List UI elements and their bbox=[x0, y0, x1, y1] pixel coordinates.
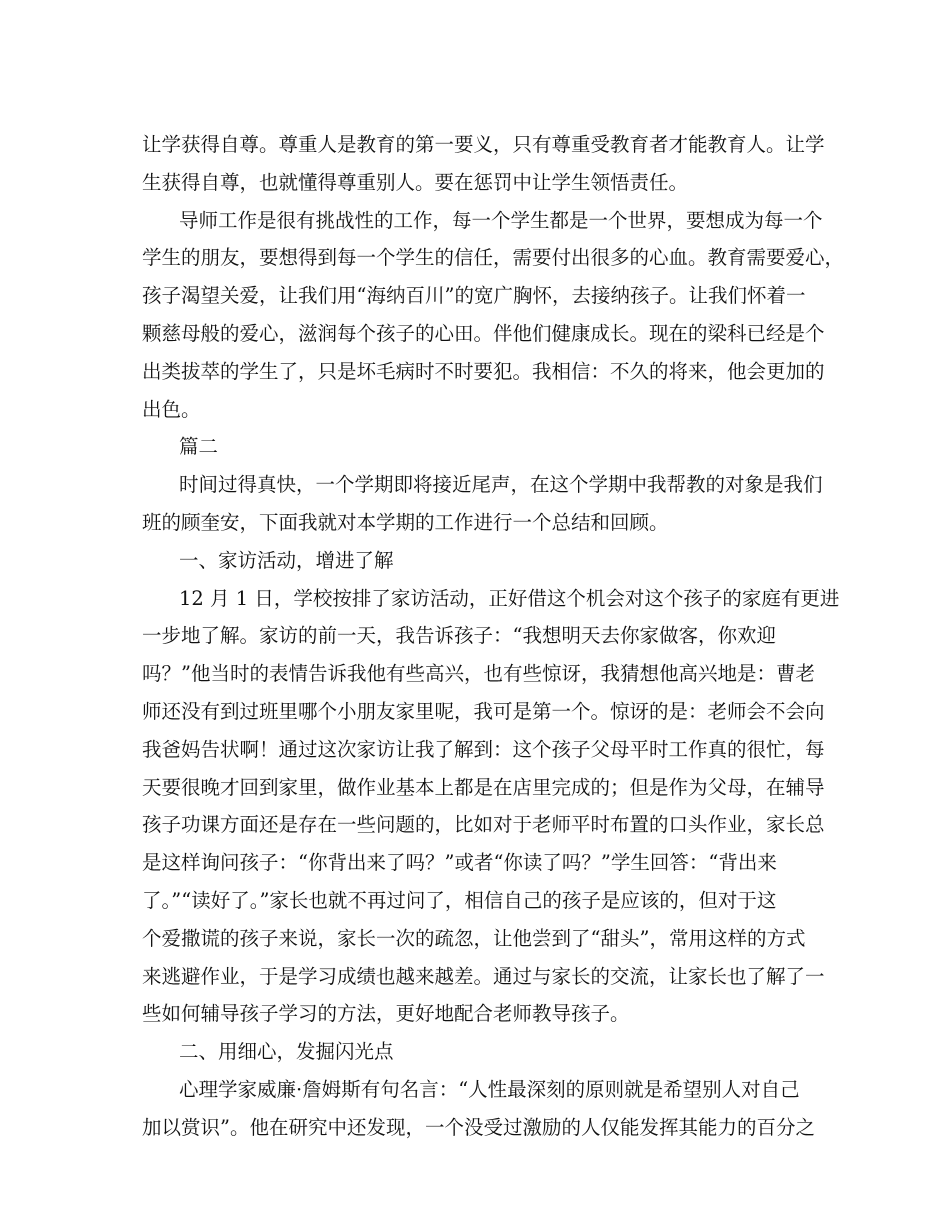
text-line: 让学获得自尊。尊重人是教育的第一要义，只有尊重受教育者才能教育人。让学 bbox=[142, 133, 825, 156]
text-line: 时间过得真快，一个学期即将接近尾声，在这个学期中我帮教的对象是我们 bbox=[179, 473, 823, 497]
text-line: 12 月 1 日，学校按排了家访活动，正好借这个机会对这个孩子的家庭有更进 bbox=[179, 586, 840, 610]
text-line: 加以赏识”。他在研究中还发现，一个没受过激励的人仅能发挥其能力的百分之 bbox=[142, 1115, 815, 1139]
text-line: 二、用细心，发掘闪光点 bbox=[179, 1040, 394, 1064]
text-line: 是这样询问孩子：“你背出来了吗？”或者“你读了吗？”学生回答：“背出来 bbox=[142, 851, 777, 875]
text-line: 些如何辅导孩子学习的方法，更好地配合老师教导孩子。 bbox=[142, 1002, 630, 1026]
text-line: 孩子渴望关爱，让我们用“海纳百川”的宽广胸怀，去接纳孩子。让我们怀着一 bbox=[142, 284, 806, 308]
text-line: 一步地了解。家访的前一天，我告诉孩子：“我想明天去你家做客，你欢迎 bbox=[142, 624, 776, 648]
text-line: 导师工作是很有挑战性的工作，每一个学生都是一个世界，要想成为每一个 bbox=[179, 208, 823, 232]
text-line: 班的顾奎安，下面我就对本学期的工作进行一个总结和回顾。 bbox=[142, 510, 669, 534]
text-line: 我爸妈告状啊！通过这次家访让我了解到：这个孩子父母平时工作真的很忙，每 bbox=[142, 737, 825, 761]
text-line: 师还没有到过班里哪个小朋友家里呢，我可是第一个。惊讶的是：老师会不会向 bbox=[142, 699, 825, 723]
text-line: 生获得自尊，也就懂得尊重别人。要在惩罚中让学生领悟责任。 bbox=[142, 170, 689, 194]
text-line: 心理学家威廉·詹姆斯有句名言：“人性最深刻的原则就是希望别人对自己 bbox=[179, 1077, 800, 1101]
text-line: 来逃避作业，于是学习成绩也越来越差。通过与家长的交流，让家长也了解了一 bbox=[142, 964, 825, 988]
text-line: 学生的朋友，要想得到每一个学生的信任，需要付出很多的心血。教育需要爱心， bbox=[142, 246, 845, 270]
text-line: 颗慈母般的爱心，滋润每个孩子的心田。伴他们健康成长。现在的梁科已经是个 bbox=[142, 321, 825, 345]
document-body bbox=[142, 126, 845, 1147]
text-line: 孩子功课方面还是存在一些问题的，比如对于老师平时布置的口头作业，家长总 bbox=[142, 813, 825, 837]
text-line: 吗？”他当时的表情告诉我他有些高兴，也有些惊讶，我猜想他高兴地是：曹老 bbox=[142, 662, 815, 686]
text-line: 一、家访活动，增进了解 bbox=[179, 548, 394, 572]
text-line: 出色。 bbox=[142, 397, 201, 421]
text-line: 了。”“读好了。”家长也就不再过问了，相信自己的孩子是应该的，但对于这 bbox=[142, 888, 777, 912]
text-line: 天要很晚才回到家里，做作业基本上都是在店里完成的；但是作为父母，在辅导 bbox=[142, 775, 825, 799]
text-line: 出类拔萃的学生了，只是坏毛病时不时要犯。我相信：不久的将来，他会更加的 bbox=[142, 359, 825, 383]
text-line: 个爱撒谎的孩子来说，家长一次的疏忽，让他尝到了“甜头”，常用这样的方式 bbox=[142, 926, 806, 950]
text-line: 篇二 bbox=[179, 435, 219, 459]
